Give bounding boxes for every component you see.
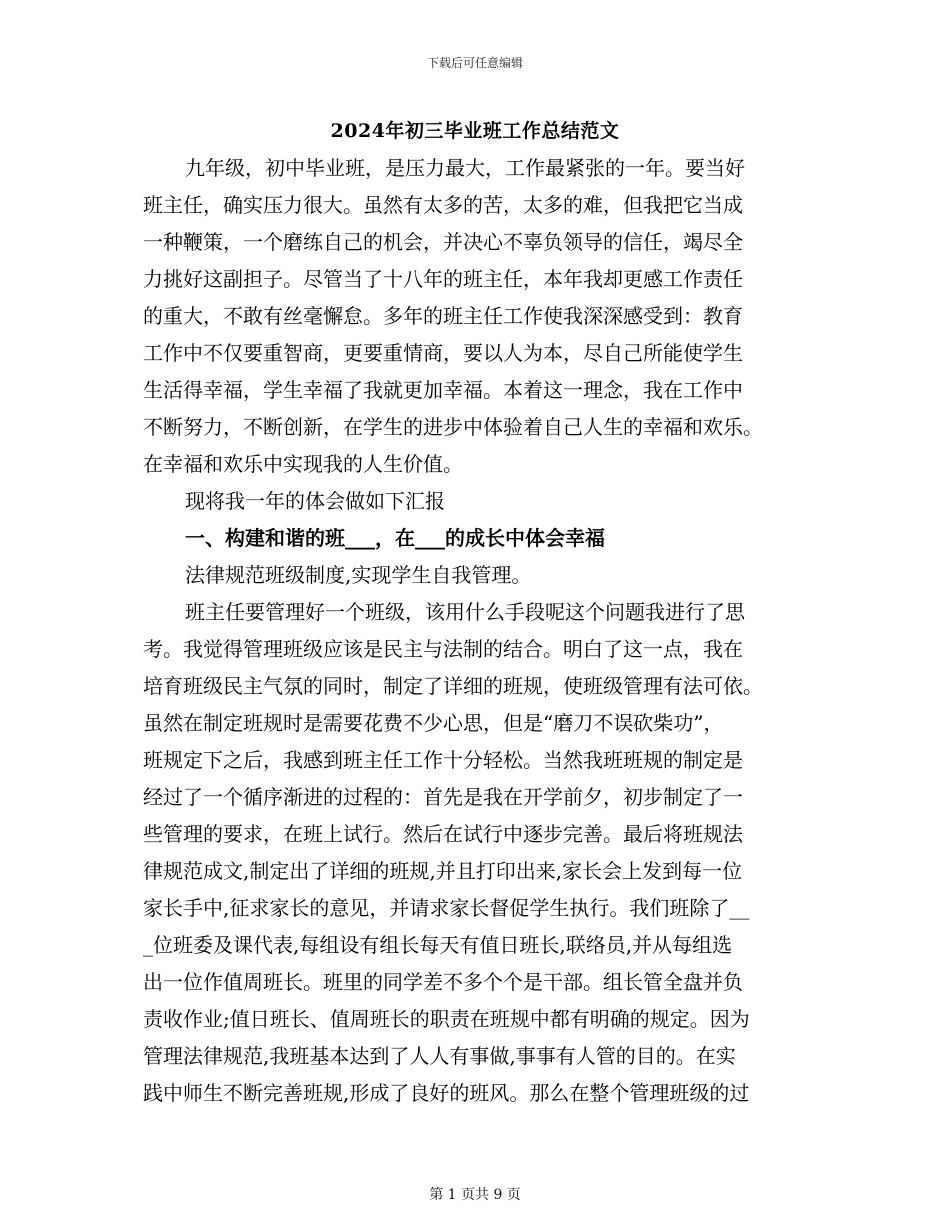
paragraph-3-line-14: 践中师生不断完善班规,形成了良好的班风。那么在整个管理班级的过 [143,1081,750,1105]
document-body [143,150,811,1112]
paragraph-1-line-2: 班主任，确实压力很大。虽然有太多的苦，太多的难，但我把它当成 [143,193,743,217]
page-header: 下载后可任意编辑 [426,56,523,70]
paragraph-3-line-2: 考。我觉得管理班级应该是民主与法制的结合。明白了这一点，我在 [143,637,743,661]
paragraph-3-line-11: 出一位作值周班长。班里的同学差不多个个是干部。组长管全盘并负 [143,970,743,994]
paragraph-3-line-5: 班规定下之后，我感到班主任工作十分轻松。当然我班班规的制定是 [143,748,743,772]
subheading: 法律规范班级制度,实现学生自我管理。 [185,563,532,587]
paragraph-2-line-1: 现将我一年的体会做如下汇报 [185,489,445,513]
paragraph-3-line-9: 家长手中,征求家长的意见，并请求家长督促学生执行。我们班除了__ [143,896,750,920]
paragraph-1-line-6: 工作中不仅要重智商，更要重情商，要以人为本，尽自己所能使学生 [143,341,743,365]
paragraph-1-line-3: 一种鞭策，一个磨练自己的机会，并决心不辜负领导的信任，竭尽全 [143,230,743,254]
paragraph-3-line-3: 培育班级民主气氛的同时，制定了详细的班规，使班级管理有法可依。 [143,674,763,698]
paragraph-3-line-4: 虽然在制定班规时是需要花费不少心思，但是“磨刀不误砍柴功”， [143,711,724,735]
paragraph-3-line-1: 班主任要管理好一个班级，该用什么手段呢这个问题我进行了思 [185,600,745,624]
paragraph-1-line-1: 九年级，初中毕业班，是压力最大，工作最紧张的一年。要当好 [185,156,745,180]
paragraph-3-line-6: 经过了一个循序渐进的过程的：首先是我在开学前夕，初步制定了一 [143,785,743,809]
paragraph-1-line-7: 生活得幸福，学生幸福了我就更加幸福。本着这一理念，我在工作中 [143,378,743,402]
document-title: 2024年初三毕业班工作总结范文 [330,120,620,142]
paragraph-1-line-9: 在幸福和欢乐中实现我的人生价值。 [143,452,463,476]
paragraph-1-line-5: 的重大，不敢有丝毫懈怠。多年的班主任工作使我深深感受到：教育 [143,304,743,328]
paragraph-3-line-12: 责收作业;值日班长、值周班长的职责在班规中都有明确的规定。因为 [143,1007,750,1031]
paragraph-1-line-4: 力挑好这副担子。尽管当了十八年的班主任，本年我却更感工作责任 [143,267,743,291]
page-footer: 第 1 页共 9 页 [429,1187,521,1203]
paragraph-3-line-8: 律规范成文,制定出了详细的班规,并且打印出来,家长会上发到每一位 [143,859,743,883]
paragraph-3-line-7: 些管理的要求，在班上试行。然后在试行中逐步完善。最后将班规法 [143,822,743,846]
section-heading: 一、构建和谐的班___，在___的成长中体会幸福 [185,526,605,550]
paragraph-3-line-10: _位班委及课代表,每组设有组长每天有值日班长,联络员,并从每组选 [143,933,733,957]
paragraph-3-line-13: 管理法律规范,我班基本达到了人人有事做,事事有人管的目的。在实 [143,1044,736,1068]
paragraph-1-line-8: 不断努力，不断创新，在学生的进步中体验着自己人生的幸福和欢乐。 [143,415,763,439]
